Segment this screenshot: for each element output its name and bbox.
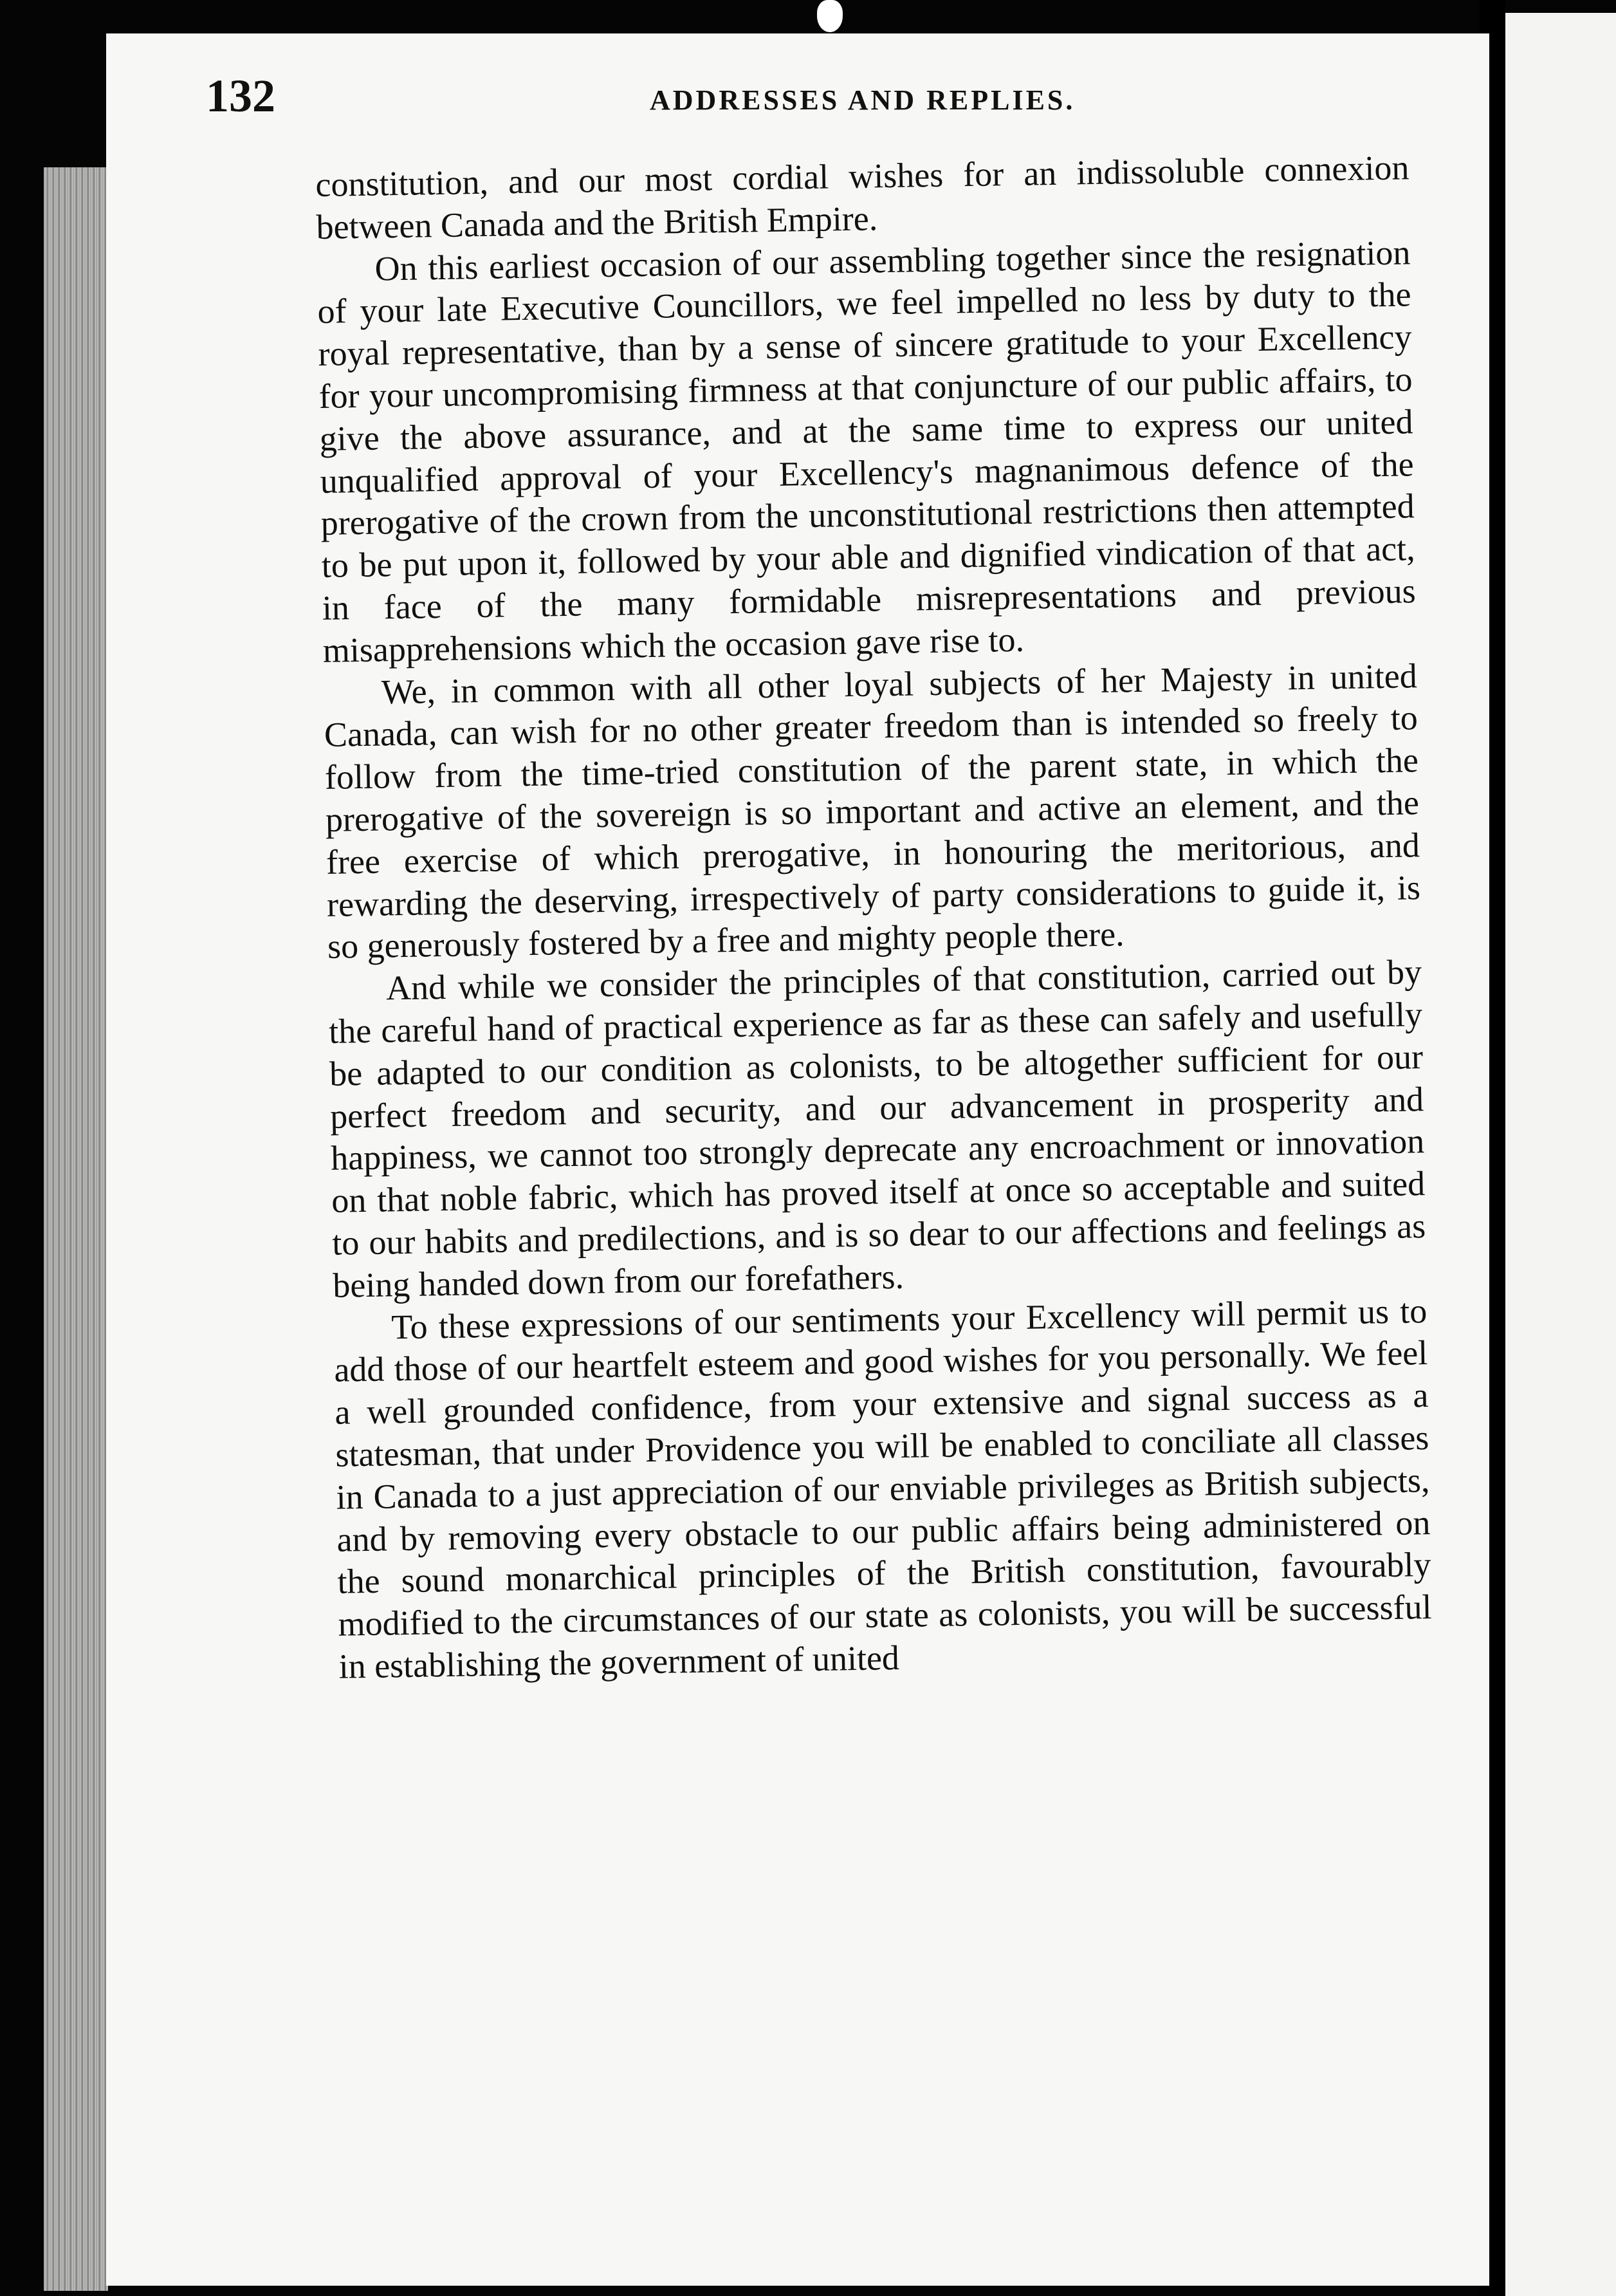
scan-mark: [817, 0, 843, 32]
page-stack-edge: [44, 167, 108, 2291]
paragraph: On this earliest occasion of our assembling together since the resignation of your late Executive Councillors, we feel impelled no less by duty to the royal representative, than by a sense of sincere gratitude to your Excellency for your uncompromising firmness at that conjuncture of our public affairs, to give the above assurance, and at the same time to express our united unqualified approval of your Excellency's magnanimous defence of the prerogative of the crown from the unconstitutional restrictions then attempted to be put upon it, followed by your able and dignified vindication of that act, in face of the many formidable misrepresentations and previous misapprehensions which the occasion gave rise to.: [317, 232, 1417, 670]
page-number: 132: [206, 70, 275, 122]
body-text: [315, 147, 1433, 1688]
paragraph: constitution, and our most cordial wishes for an indissoluble connexion between Canada and the British Empire.: [315, 148, 1409, 246]
next-page-edge: [1505, 13, 1616, 2296]
paragraph: We, in common with all other loyal subjects of her Majesty in united Canada, can wish for no other greater freedom than is intended so freely to follow from the time-tried constitution of the parent state, in which the prerogative of the sovereign is so important and active an element, and the free exercise of which prerogative, in honouring the meritorious, and rewarding the deserving, irrespectively of party considerations to guide it, is so generously fostered by a free and mighty people there.: [324, 656, 1421, 967]
running-head: ADDRESSES AND REPLIES.: [650, 84, 1076, 116]
paragraph: To these expressions of our sentiments your Excellency will permit us to add those of our heartfelt esteem and good wishes for you personally. We feel a well grounded confidence, from your extensive and signal success as a statesman, that under Providence you will be enabled to conciliate all classes in Canada to a just appreciation of our enviable privileges as British subjects, and by removing every obstacle to our public affairs being administered on the sound monarchical principles of the British constitution, favourably modified to the circumstances of our state as colonists, you will be successful in establishing the government of united: [333, 1291, 1432, 1686]
paragraph: And while we consider the principles of that constitution, carried out by the careful hand of practical experience as far as these can safely and usefully be adapted to our condition as colonists, to be altogether sufficient for our perfect freedom and security, and our advancement in prosperity and happiness, we cannot too strongly deprecate any encroachment or innovation on that noble fabric, which has proved itself at once so acceptable and suited to our habits and predilections, and is so dear to our affections and feelings as being handed down from our forefathers.: [328, 952, 1426, 1305]
